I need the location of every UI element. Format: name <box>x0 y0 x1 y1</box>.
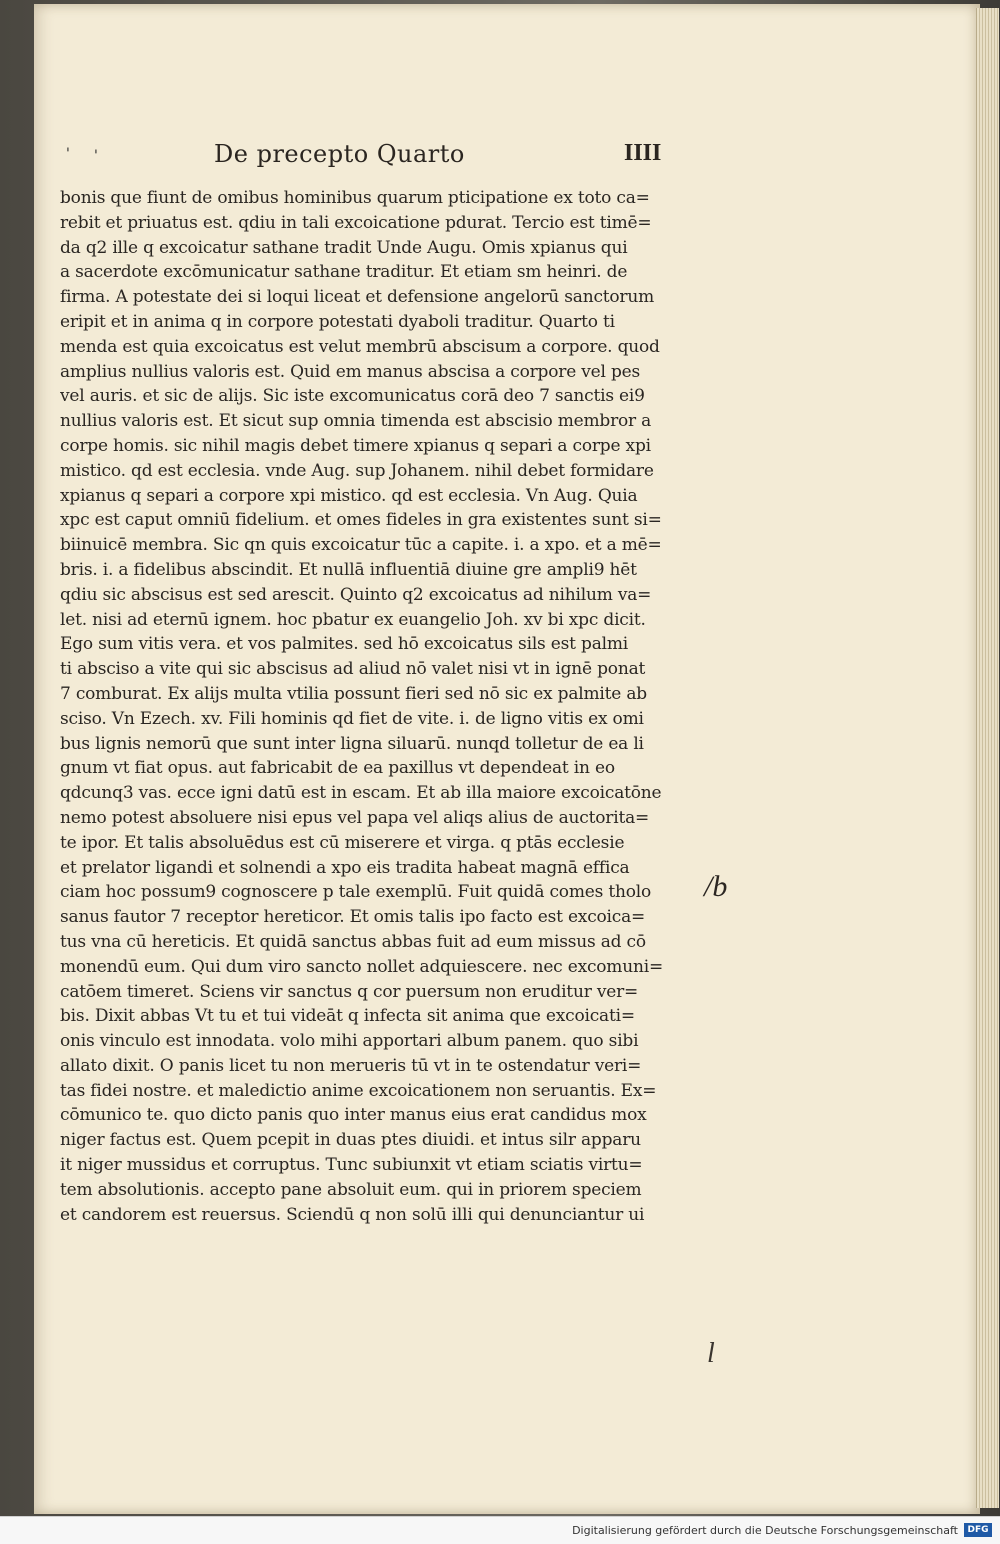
text-line: xpianus q separi a corpore xpi mistico. qd est ecclesia. Vn Aug. Quia <box>60 485 638 506</box>
text-line: qdcunq3 vas. ecce igni datū est in escam. Et ab illa maiore excoicatōne <box>60 783 662 804</box>
text-line: allato dixit. O panis licet tu non merueris tū vt in te ostendatur veri= <box>60 1055 642 1076</box>
text-line: sciso. Vn Ezech. xv. Fili hominis qd fiet de vite. i. de ligno vitis ex omi <box>60 708 644 729</box>
text-line: let. nisi ad eternū ignem. hoc pbatur ex euangelio Joh. xv bi xpc dicit. <box>60 609 646 630</box>
text-line: ciam hoc possum9 cognoscere p tale exemplū. Fuit quidā comes tholo <box>60 882 652 903</box>
text-line: corpe homis. sic nihil magis debet timere xpianus q separi a corpe xpi <box>60 435 651 456</box>
margin-note-b: /b <box>704 870 728 903</box>
text-line: et candorem est reuersus. Sciendū q non solū illi qui denunciantur ui <box>60 1204 645 1225</box>
text-line: ti absciso a vite qui sic abscisus ad aliud nō valet nisi vt in ignē ponat <box>60 659 646 680</box>
text-line: tus vna cū hereticis. Et quidā sanctus abbas fuit ad eum missus ad cō <box>60 931 646 952</box>
text-line: qdiu sic abscisus est sed arescit. Quinto q2 excoicatus ad nihilum va= <box>60 584 652 605</box>
text-line: biinuicē membra. Sic qn quis excoicatur tūc a capite. i. a xpo. et a mē= <box>60 535 662 556</box>
footer-credit: Digitalisierung gefördert durch die Deutsche Forschungsgemeinschaft <box>572 1524 958 1537</box>
text-line: bris. i. a fidelibus abscindit. Et nullā influentiā diuine gre ampli9 hēt <box>60 559 637 580</box>
text-line: bus lignis nemorū que sunt inter ligna siluarū. nunqd tolletur de ea li <box>60 733 644 754</box>
text-line: gnum vt fiat opus. aut fabricabit de ea paxillus vt dependeat in eo <box>60 758 615 779</box>
text-line: bonis que fiunt de omibus hominibus quarum pticipatione ex toto ca= <box>60 188 650 208</box>
text-line: et prelator ligandi et solnendi a xpo eis tradita habeat magnā effica <box>60 857 630 878</box>
text-line: Ego sum vitis vera. et vos palmites. sed hō excoicatus sils est palmi <box>60 634 629 655</box>
text-line: firma. A potestate dei si loqui liceat et defensione angelorū sanctorum <box>60 287 655 308</box>
running-head: De precepto Quarto <box>214 140 465 168</box>
page-edges <box>976 8 999 1508</box>
text-line: nullius valoris est. Et sicut sup omnia timenda est abscisio membror a <box>60 411 652 432</box>
text-line: 7 comburat. Ex alijs multa vtilia possunt fieri sed nō sic ex palmite ab <box>60 683 647 704</box>
text-line: nemo potest absoluere nisi epus vel papa vel aliqs alius de auctorita= <box>60 807 650 828</box>
text-line: menda est quia excoicatus est velut membrū abscisum a corpore. quod <box>60 336 660 357</box>
text-line: it niger mussidus et corruptus. Tunc subiunxit vt etiam sciatis virtu= <box>60 1155 643 1176</box>
text-line: niger factus est. Quem pcepit in duas ptes diuidi. et intus silr apparu <box>60 1130 641 1151</box>
text-line: vel auris. et sic de alijs. Sic iste excomunicatus corā deo 7 sanctis ei9 <box>60 386 645 407</box>
footer-bar <box>0 1516 1000 1544</box>
margin-tick-left: ' <box>66 146 70 162</box>
text-line: onis vinculo est innodata. volo mihi apportari album panem. quo sibi <box>60 1031 639 1052</box>
text-line: sanus fautor 7 receptor hereticor. Et omis talis ipo facto est excoica= <box>60 907 646 928</box>
text-line: tas fidei nostre. et maledictio anime excoicationem non seruantis. Ex= <box>60 1080 657 1101</box>
text-line: bis. Dixit abbas Vt tu et tui videāt q infecta sit anima que excoicati= <box>60 1006 635 1027</box>
text-line: da q2 ille q excoicatur sathane tradit Unde Augu. Omis xpianus qui <box>60 237 628 258</box>
margin-note-l: l <box>707 1338 715 1369</box>
text-line: rebit et priuatus est. qdiu in tali excoicatione pdurat. Tercio est timē= <box>60 212 652 233</box>
text-line: amplius nullius valoris est. Quid em manus abscisa a corpore vel pes <box>60 361 641 382</box>
main-text-block <box>60 186 696 1225</box>
text-line: catōem timeret. Sciens vir sanctus q cor puersum non eruditur ver= <box>60 981 639 1002</box>
text-line: eripit et in anima q in corpore potestati dyaboli traditur. Quarto ti <box>60 311 615 332</box>
text-line: a sacerdote excōmunicatur sathane traditur. Et etiam sm heinri. de <box>60 262 628 283</box>
margin-tick-right: ' <box>94 148 98 164</box>
text-line: xpc est caput omniū fidelium. et omes fideles in gra existentes sunt si= <box>60 510 662 531</box>
text-line: monendū eum. Qui dum viro sancto nollet adquiescere. nec excomuni= <box>60 956 664 977</box>
text-line: mistico. qd est ecclesia. vnde Aug. sup Johanem. nihil debet formidare <box>60 460 654 481</box>
text-line: te ipor. Et talis absoluēdus est cū miserere et virga. q ptās ecclesie <box>60 832 625 853</box>
dfg-logo-icon[interactable]: DFG <box>964 1523 992 1537</box>
text-line: cōmunico te. quo dicto panis quo inter manus eius erat candidus mox <box>60 1105 647 1126</box>
folio-number: IIII <box>624 140 662 166</box>
text-line: tem absolutionis. accepto pane absoluit eum. qui in priorem speciem <box>60 1179 642 1200</box>
